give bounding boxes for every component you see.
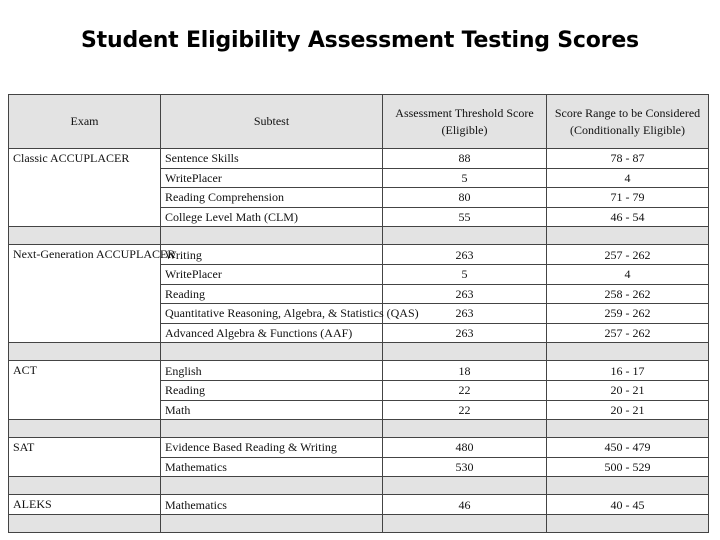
subtest-cell: WritePlacer bbox=[161, 168, 383, 188]
range-cell: 257 - 262 bbox=[547, 323, 709, 343]
separator-cell bbox=[9, 477, 161, 495]
separator-cell bbox=[9, 514, 161, 532]
separator-cell bbox=[547, 514, 709, 532]
range-cell: 4 bbox=[547, 168, 709, 188]
range-cell: 20 - 21 bbox=[547, 400, 709, 420]
header-subtest: Subtest bbox=[161, 95, 383, 149]
table-row bbox=[9, 495, 709, 515]
threshold-cell: 5 bbox=[383, 264, 547, 284]
exam-cell: ACT bbox=[9, 361, 161, 420]
page-title: Student Eligibility Assessment Testing Scores bbox=[81, 28, 639, 53]
header-row bbox=[9, 95, 709, 149]
table-body bbox=[9, 149, 709, 533]
threshold-cell: 480 bbox=[383, 438, 547, 458]
range-cell: 78 - 87 bbox=[547, 149, 709, 169]
separator-cell bbox=[383, 477, 547, 495]
scores-table bbox=[8, 94, 709, 533]
subtest-cell: Reading Comprehension bbox=[161, 188, 383, 208]
threshold-cell: 18 bbox=[383, 361, 547, 381]
table-row bbox=[9, 361, 709, 381]
table-row bbox=[9, 245, 709, 265]
separator-cell bbox=[383, 343, 547, 361]
range-cell: 500 - 529 bbox=[547, 457, 709, 477]
range-cell: 258 - 262 bbox=[547, 284, 709, 304]
separator-cell bbox=[9, 343, 161, 361]
subtest-cell: Evidence Based Reading & Writing bbox=[161, 438, 383, 458]
threshold-cell: 88 bbox=[383, 149, 547, 169]
subtest-cell: Advanced Algebra & Functions (AAF) bbox=[161, 323, 383, 343]
range-cell: 20 - 21 bbox=[547, 380, 709, 400]
header-range bbox=[547, 95, 709, 149]
subtest-cell: Sentence Skills bbox=[161, 149, 383, 169]
subtest-cell: WritePlacer bbox=[161, 264, 383, 284]
group-separator-row bbox=[9, 420, 709, 438]
range-cell: 46 - 54 bbox=[547, 207, 709, 227]
threshold-cell: 22 bbox=[383, 380, 547, 400]
separator-cell bbox=[383, 227, 547, 245]
separator-cell bbox=[161, 343, 383, 361]
separator-cell bbox=[161, 477, 383, 495]
range-cell: 4 bbox=[547, 264, 709, 284]
header-range-line2: (Conditionally Eligible) bbox=[570, 122, 685, 137]
threshold-cell: 5 bbox=[383, 168, 547, 188]
separator-cell bbox=[547, 420, 709, 438]
header-exam: Exam bbox=[9, 95, 161, 149]
subtest-cell: Reading bbox=[161, 284, 383, 304]
separator-cell bbox=[9, 420, 161, 438]
subtest-cell: English bbox=[161, 361, 383, 381]
separator-cell bbox=[161, 227, 383, 245]
threshold-cell: 263 bbox=[383, 304, 547, 324]
group-separator-row bbox=[9, 343, 709, 361]
separator-cell bbox=[547, 343, 709, 361]
header-threshold-line1: Assessment Threshold Score bbox=[395, 105, 534, 120]
separator-cell bbox=[547, 227, 709, 245]
threshold-cell: 46 bbox=[383, 495, 547, 515]
group-separator-row bbox=[9, 227, 709, 245]
range-cell: 257 - 262 bbox=[547, 245, 709, 265]
threshold-cell: 55 bbox=[383, 207, 547, 227]
subtest-cell: College Level Math (CLM) bbox=[161, 207, 383, 227]
threshold-cell: 80 bbox=[383, 188, 547, 208]
group-separator-row bbox=[9, 477, 709, 495]
separator-cell bbox=[161, 420, 383, 438]
threshold-cell: 530 bbox=[383, 457, 547, 477]
subtest-cell: Quantitative Reasoning, Algebra, & Statistics (QAS) bbox=[161, 304, 383, 324]
threshold-cell: 22 bbox=[383, 400, 547, 420]
range-cell: 40 - 45 bbox=[547, 495, 709, 515]
table-row bbox=[9, 149, 709, 169]
header-threshold bbox=[383, 95, 547, 149]
exam-cell: ALEKS bbox=[9, 495, 161, 515]
threshold-cell: 263 bbox=[383, 323, 547, 343]
threshold-cell: 263 bbox=[383, 245, 547, 265]
range-cell: 450 - 479 bbox=[547, 438, 709, 458]
table-row bbox=[9, 438, 709, 458]
separator-cell bbox=[9, 227, 161, 245]
range-cell: 259 - 262 bbox=[547, 304, 709, 324]
subtest-cell: Reading bbox=[161, 380, 383, 400]
separator-cell bbox=[383, 420, 547, 438]
group-separator-row bbox=[9, 514, 709, 532]
header-range-line1: Score Range to be Considered bbox=[554, 105, 701, 120]
subtest-cell: Math bbox=[161, 400, 383, 420]
header-threshold-line2: (Eligible) bbox=[441, 122, 488, 137]
separator-cell bbox=[547, 477, 709, 495]
exam-cell: Classic ACCUPLACER bbox=[9, 149, 161, 227]
exam-cell: SAT bbox=[9, 438, 161, 477]
separator-cell bbox=[161, 514, 383, 532]
threshold-cell: 263 bbox=[383, 284, 547, 304]
separator-cell bbox=[383, 514, 547, 532]
range-cell: 71 - 79 bbox=[547, 188, 709, 208]
subtest-cell: Mathematics bbox=[161, 457, 383, 477]
table-header bbox=[9, 95, 709, 149]
range-cell: 16 - 17 bbox=[547, 361, 709, 381]
exam-cell: Next-Generation ACCUPLACER bbox=[9, 245, 161, 343]
subtest-cell: Mathematics bbox=[161, 495, 383, 515]
subtest-cell: Writing bbox=[161, 245, 383, 265]
